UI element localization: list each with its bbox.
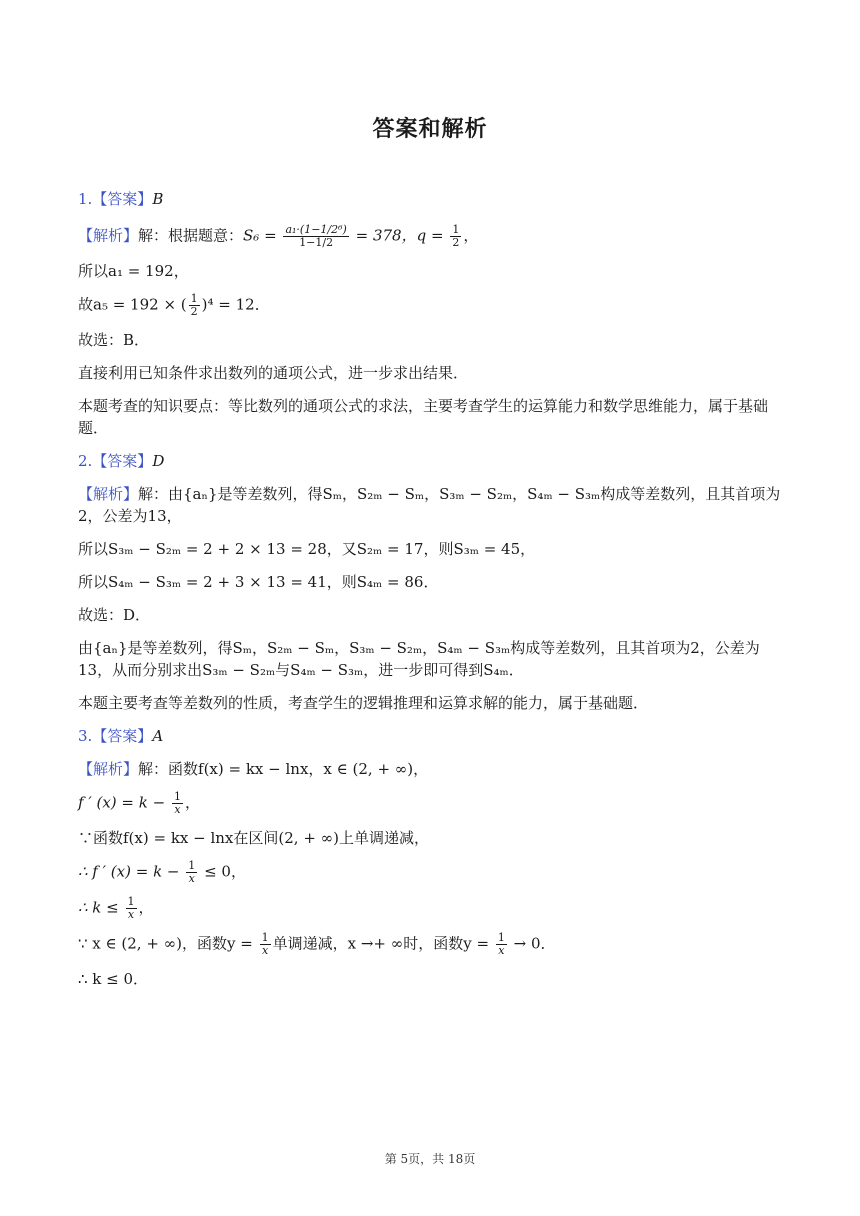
q3-line6-frac1-num: 1	[261, 931, 269, 944]
q3-line5-a: ∴ k ≤	[78, 898, 119, 917]
q3-line1: 解：函数f(x) = kx − lnx，x ∈ (2, + ∞)，	[138, 760, 429, 778]
q1-line3	[78, 293, 784, 318]
q2-answer-line	[78, 450, 784, 472]
page-footer: 第 5页，共 18页	[384, 1152, 476, 1166]
q3-answer-line	[78, 725, 784, 747]
q3-line2-frac-den: x	[174, 803, 181, 816]
q3-number-answer-tag: 3.【答案】	[78, 727, 153, 745]
q1-line3-a: 故a₅ = 192 × (	[78, 295, 187, 314]
q1-q-end: ，	[463, 226, 479, 245]
q3-line6-frac2-den: x	[498, 944, 505, 957]
q1-frac-den: 1−1/2	[299, 236, 334, 249]
q1-q-fraction	[450, 224, 461, 249]
q1-comment2: 本题考查的知识要点：等比数列的通项公式的求法，主要考查学生的运算能力和数学思维能力，属于基础题．	[78, 397, 769, 437]
q3-line6	[78, 932, 784, 957]
q1-s6-lhs: S₆ =	[243, 226, 277, 245]
q3-line2-fraction	[172, 791, 183, 816]
q3-line2-end: ，	[184, 793, 200, 812]
page-title: 答案和解析	[372, 117, 488, 142]
q2-line1: 解：由{aₙ}是等差数列，得Sₘ，S₂ₘ − Sₘ，S₃ₘ − S₂ₘ，S₄ₘ − S₃ₘ构成等差数列，且其首项为2，公差为13，	[78, 485, 781, 525]
q1-frac-num: a₁·(1−1/2⁶)	[285, 223, 347, 236]
q2-choose: 故选：D．	[78, 606, 151, 624]
q3-answer: A	[152, 727, 164, 745]
q1-fraction	[283, 224, 348, 249]
q1-line3-b: )⁴ = 12．	[201, 295, 270, 314]
q3-line4-frac-num: 1	[188, 859, 196, 872]
q2-analysis-line	[78, 483, 784, 527]
q3-line5	[78, 896, 784, 921]
q1-line3-frac-num: 1	[190, 292, 198, 305]
q3-line4-b: ≤ 0，	[204, 862, 246, 881]
q3-line5-frac-num: 1	[127, 895, 135, 908]
content-body	[78, 188, 784, 1001]
q1-comment1: 直接利用已知条件求出数列的通项公式，进一步求出结果．	[78, 364, 469, 382]
q1-analysis-tag: 【解析】	[78, 226, 139, 245]
q2-analysis-tag: 【解析】	[78, 485, 139, 503]
q3-analysis-line	[78, 758, 784, 780]
q2-comment2: 本题主要考查等差数列的性质，考查学生的逻辑推理和运算求解的能力，属于基础题．	[78, 694, 649, 712]
q3-line4-fraction	[186, 860, 197, 885]
q3-line6-fraction-1	[260, 932, 271, 957]
q2-answer: D	[152, 452, 165, 470]
q2-line2: 所以S₃ₘ − S₂ₘ = 2 + 2 × 13 = 28，又S₂ₘ = 17，则S₃ₘ = 45，	[78, 540, 536, 558]
q3-line4-frac-den: x	[188, 872, 195, 885]
q2-comment1: 由{aₙ}是等差数列，得Sₘ，S₂ₘ − Sₘ，S₃ₘ − S₂ₘ，S₄ₘ − S₃ₘ构成等差数列，且其首项为2，公差为13，从而分别求出S₃ₘ − S₂ₘ与S₄ₘ − S₃ₘ，进一步即可得到S₄ₘ．	[78, 639, 760, 679]
q3-line4	[78, 860, 784, 885]
q1-choose: 故选：B．	[78, 331, 150, 349]
q1-line3-frac-den: 2	[190, 305, 198, 318]
q3-line6-b: 单调递减，x →+ ∞时，函数y =	[272, 934, 490, 953]
q3-line2	[78, 791, 784, 816]
q1-analysis-line	[78, 224, 784, 249]
q3-line2-frac-num: 1	[173, 790, 181, 803]
q3-line6-frac1-den: x	[262, 944, 269, 957]
q1-s6-rhs: = 378，q =	[355, 226, 444, 245]
q1-answer-line	[78, 188, 784, 210]
q2-number-answer-tag: 2.【答案】	[78, 452, 153, 470]
q3-line5-fraction	[126, 896, 137, 921]
q3-analysis-tag: 【解析】	[78, 760, 139, 778]
q3-line4-a: ∴ f ′ (x) = k −	[78, 862, 180, 881]
q3-line7: ∴ k ≤ 0．	[78, 970, 149, 988]
q3-line3: ∵函数f(x) = kx − lnx在区间(2, + ∞)上单调递减，	[78, 829, 430, 847]
q3-line6-frac2-num: 1	[497, 931, 505, 944]
q2-line3: 所以S₄ₘ − S₃ₘ = 2 + 3 × 13 = 41，则S₄ₘ = 86．	[78, 573, 439, 591]
q1-solve-prefix: 解：根据题意：	[138, 226, 244, 245]
q1-q-den: 2	[452, 236, 460, 249]
q1-number-answer-tag: 1.【答案】	[78, 190, 153, 208]
q3-line5-frac-den: x	[127, 908, 135, 921]
q3-line5-b: ，	[138, 898, 154, 917]
q1-answer: B	[152, 190, 164, 208]
q3-line6-c: → 0．	[513, 934, 556, 953]
q3-line6-fraction-2	[496, 932, 507, 957]
q3-line2-a: f ′ (x) = k −	[78, 793, 166, 812]
q1-q-num: 1	[452, 223, 460, 236]
q1-line2: 所以a₁ = 192，	[78, 262, 189, 280]
q1-line3-fraction	[189, 293, 200, 318]
q3-line6-a: ∵ x ∈ (2, + ∞)，函数y =	[78, 934, 253, 953]
